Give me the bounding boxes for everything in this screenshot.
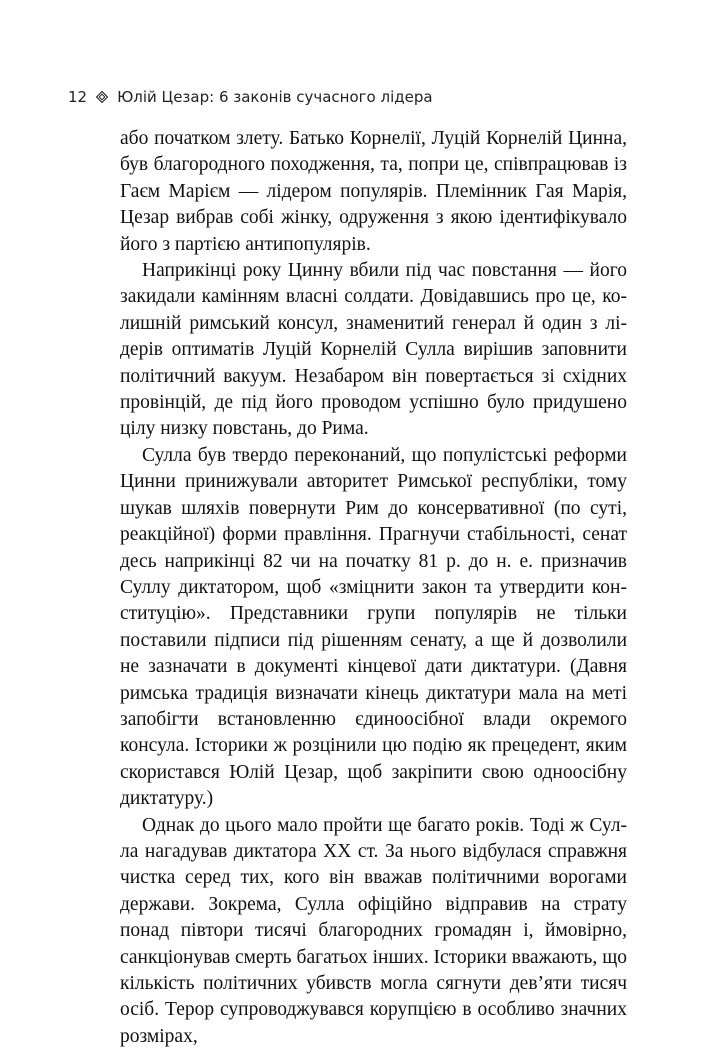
page-number: 12 (68, 88, 88, 106)
diamond-ornament-icon (96, 91, 108, 103)
book-title: Юлій Цезар: 6 законів сучасного лідера (117, 88, 433, 106)
page-body (120, 126, 627, 1050)
paragraph-continuation: або початком злету. Батько Корнелії, Луцій Корнелій Цинна, був благородного походження, та, попри це, співпрацював із Гаєм Марієм — лідером популярів. Племінник Гая Марія, Цезар вибрав собі жінку, одруження з якою ідентифікувало його з партією антипопулярів. (120, 128, 627, 255)
paragraph: Сулла був твердо переконаний, що популістські реформи Цинни принижували авторитет Римської республіки, тому шукав шляхів повернути Рим до консервативної (по суті, реакційної) форми правління. Прагнучи стабільності, сенат десь наприкінці 82 чи на початку 81 р. до н. е. призначив Суллу диктатором, щоб «зміцнити закон та утвердити конституцію». Представники групи популярів не тільки поставили підписи під рішенням сенату, а ще й дозволили не зазначати в документі кінцевої дати диктатури. (Давня римська традиція визначати кінець диктатури мала на меті запобігти встановленню єдиноосібної влади окремого консула. Історики ж розцінили цю подію як прецедент, яким скористався Юлій Цезар, щоб закріпити свою одноосібну диктатуру.) (120, 444, 627, 810)
paragraph: Однак до цього мало пройти ще багато років. Тоді ж Сулла нагадував диктатора XX ст. За нього відбулася справжня чистка серед тих, кого він вважав політичними ворогами держави. Зокрема, Сулла офіційно відправив на страту понад півтори тисячі благородних громадян і, ймовірно, санкціонував смерть багатьох інших. Історики вважають, що кількість політичних убивств могла сягнути дев’яти тисяч осіб. Терор супроводжувався корупцією в особливо значних розмірах, (120, 814, 627, 1047)
paragraph: Наприкінці року Цинну вбили під час повстання — його закидали камінням власні солдати. Довідавшись про це, колишній римський консул, знаменитий генерал й один з лідерів оптиматів Луцій Корнелій Сулла вирішив заповнити політичний вакуум. Незабаром він повертається зі східних провінцій, де під його проводом успішно було придушено цілу низку повстань, до Рима. (120, 260, 627, 440)
running-header (68, 88, 433, 106)
